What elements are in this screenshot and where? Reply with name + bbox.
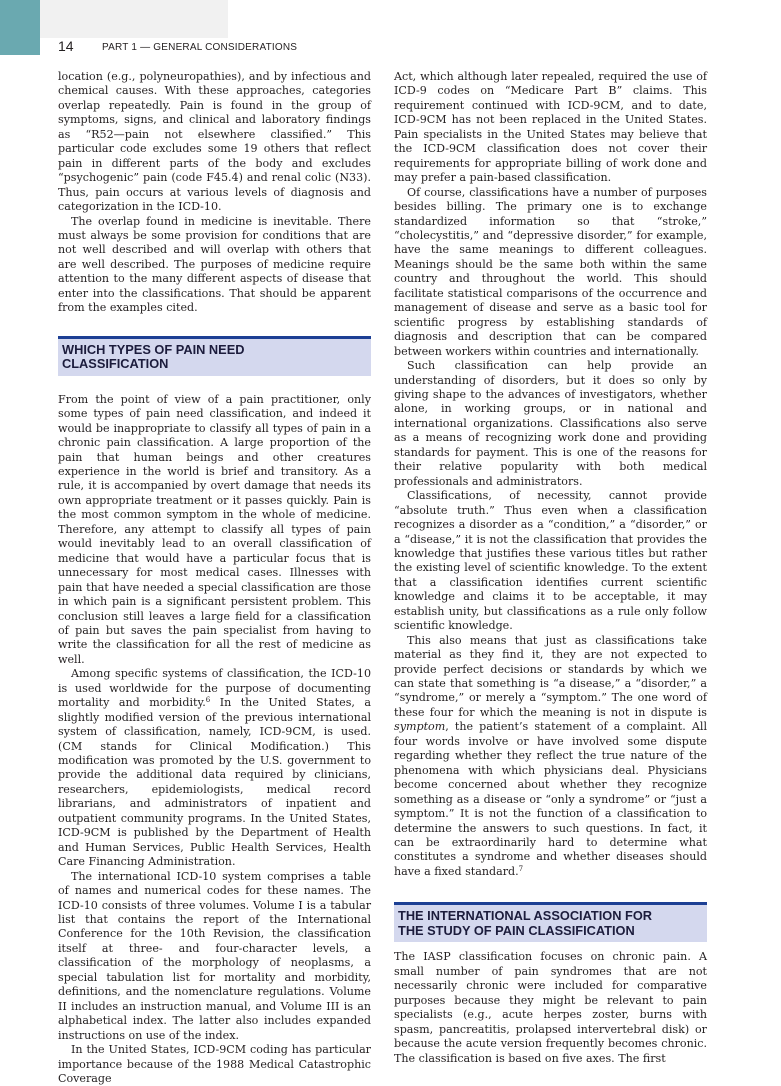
- text-run: This also means that just as classifications take material as they find it, they are not expected to provide perfect decisions or standards by which we can state that something is “a disease,” a “disorder,” a “syndrome,” or merely a “symptom.” The one word of these four for which the meaning is not in dispute is: [394, 633, 707, 719]
- corner-color-tab: [0, 0, 40, 55]
- part-title: PART 1 — GENERAL CONSIDERATIONS: [102, 42, 298, 53]
- heading-line: CLASSIFICATION: [62, 356, 169, 372]
- paragraph: In the United States, ICD-9CM coding has particular importance because of the 1988 Medical Catastrophic Coverage: [58, 1043, 371, 1085]
- paragraph: The IASP classification focuses on chronic pain. A small number of pain syndromes that are not necessarily chronic were included for comparative purposes because they might be relevant to pain specialists (e.g., acute herpes zoster, burns with spasm, pancreatitis, prolapsed intervertebral disk) or because the acute version frequently becomes chronic. The classification is based on five axes. The first: [394, 950, 707, 1065]
- text-run: In the United States, a slightly modified version of the previous international system of classification, namely, ICD-9CM, is used. (CM stands for Clinical Modification.) This modification was promoted by the U.S. government to provide the additional data required by clinicians, researchers, epidemiologists, medical record librarians, and administrators of inpatient and outpatient community programs. In the United States, ICD-9CM is published by the Department of Health and Human Services, Public Health Services, Health Care Financing Administration.: [58, 696, 371, 869]
- paragraph: The overlap found in medicine is inevitable. There must always be some provision for conditions that are not well described and will overlap with others that are well described. The purposes of medicine require attention to the many different aspects of disease that enter into the classifications. That should be apparent from the examples cited.: [58, 214, 371, 315]
- running-head: [58, 38, 297, 54]
- header-shade: [40, 0, 228, 38]
- paragraph: From the point of view of a pain practitioner, only some types of pain need classification, and indeed it would be inappropriate to classify all types of pain in a chronic pain classification. A large proportion of the pain that human beings and other creatures experience in the world is brief and transitory. As a rule, it is accompanied by overt damage that needs its own appropriate treatment or it passes quickly. Pain is the most common symptom in the whole of medicine. Therefore, any attempt to classify all types of pain would inevitably lead to an overall classification of medicine that would have a particular focus that is unnecessary for most medical cases. Illnesses with pain that have needed a special classification are those in which pain is a significant persistent problem. This conclusion still leaves a large field for a classification of pain but saves the pain specialist from having to write the classification for all the rest of medicine as well.: [58, 392, 371, 666]
- emphasis: symptom: [394, 720, 446, 734]
- heading-line: THE STUDY OF PAIN CLASSIFICATION: [398, 922, 635, 938]
- left-column: [58, 70, 371, 1086]
- heading-line: THE INTERNATIONAL ASSOCIATION FOR: [398, 908, 653, 924]
- reference-superscript: 6: [205, 696, 211, 705]
- paragraph: Such classification can help provide an understanding of disorders, but it does so only by giving shape to the advances of investigators, whether alone, in working groups, or in national and international organizations. Classifications also serve as a means of recognizing work done and providing standards for payment. This is one of the reasons for their relative popularity with both medical professionals and administrators.: [394, 359, 707, 488]
- paragraph: Classifications, of necessity, cannot provide “absolute truth.” Thus even when a classification recognizes a disorder as a “condition,” a “disorder,” or a “disease,” it is not the classification that provides the knowledge that justifies these various titles but rather the existing level of scientific knowledge. To the extent that a classification identifies current scientific knowledge and claims it to be acceptable, it may establish unity, but classifications as a rule only follow scientific knowledge.: [394, 489, 707, 633]
- paragraph: Act, which although later repealed, required the use of ICD-9 codes on “Medicare Part B” claims. This requirement continued with ICD-9CM, and to date, ICD-9CM has not been replaced in the United States. Pain specialists in the United States may believe that the ICD-9CM classification does not cover their requirements for appropriate billing of work done and may prefer a pain-based classification.: [394, 70, 707, 185]
- paragraph: [58, 667, 371, 869]
- paragraph: The international ICD-10 system comprises a table of names and numerical codes for these names. The ICD-10 consists of three volumes. Volume I is a tabular list that contains the report of the International Conference for the 10th Revision, the classification itself at three- and four-character levels, a classification of the morphology of neoplasms, a special tabulation list for mortality and morbidity, definitions, and the nomenclature regulations. Volume II includes an instruction manual, and Volume III is an alphabetical index. The latter also includes expanded instructions on use of the index.: [58, 869, 371, 1042]
- page-number: 14: [58, 38, 74, 54]
- section-heading-iasp: [394, 902, 707, 942]
- right-column: [394, 70, 707, 1066]
- heading-line: WHICH TYPES OF PAIN NEED: [62, 341, 245, 357]
- text-run: , the patient’s statement of a complaint. All four words involve or have involved some dispute regarding whether they reflect the true nature of the phenomena with which physicians deal. Physicians become concerned about whether they recognize something as a disease or “only a syndrome” or “just a symptom.” It is not the function of a classification to determine the answers to such questions. In fact, it can be extraordinarily hard to determine what constitutes a syndrome and whether diseases should have a fixed standard.: [394, 720, 707, 878]
- reference-superscript: 7: [518, 864, 524, 873]
- paragraph: [394, 634, 707, 880]
- text-run: Among specific systems of classification, the ICD-10 is used worldwide for the purpose of documenting mortality and morbidity.: [58, 667, 371, 710]
- section-heading-pain-types: [58, 336, 371, 376]
- paragraph: Of course, classifications have a number of purposes besides billing. The primary one is to exchange standardized information so that “stroke,” “cholecystitis,” and “depressive disorder,” for example, have the same meanings to different colleagues. Meanings should be the same both within the same country and throughout the world. This should facilitate statistical comparisons of the occurrence and management of disease and serve as a basic tool for scientific progress by establishing standards of diagnosis and description that can be compared between workers within countries and internationally.: [394, 185, 707, 358]
- paragraph: location (e.g., polyneuropathies), and by infectious and chemical causes. With these approaches, categories overlap repeatedly. Pain is found in the group of symptoms, signs, and clinical and laboratory findings as “R52—pain not elsewhere classified.” This particular code excludes some 19 others that reflect pain in different parts of the body and excludes “psychogenic” pain (code F45.4) and renal colic (N33). Thus, pain occurs at various levels of diagnosis and categorization in the ICD-10.: [58, 70, 371, 214]
